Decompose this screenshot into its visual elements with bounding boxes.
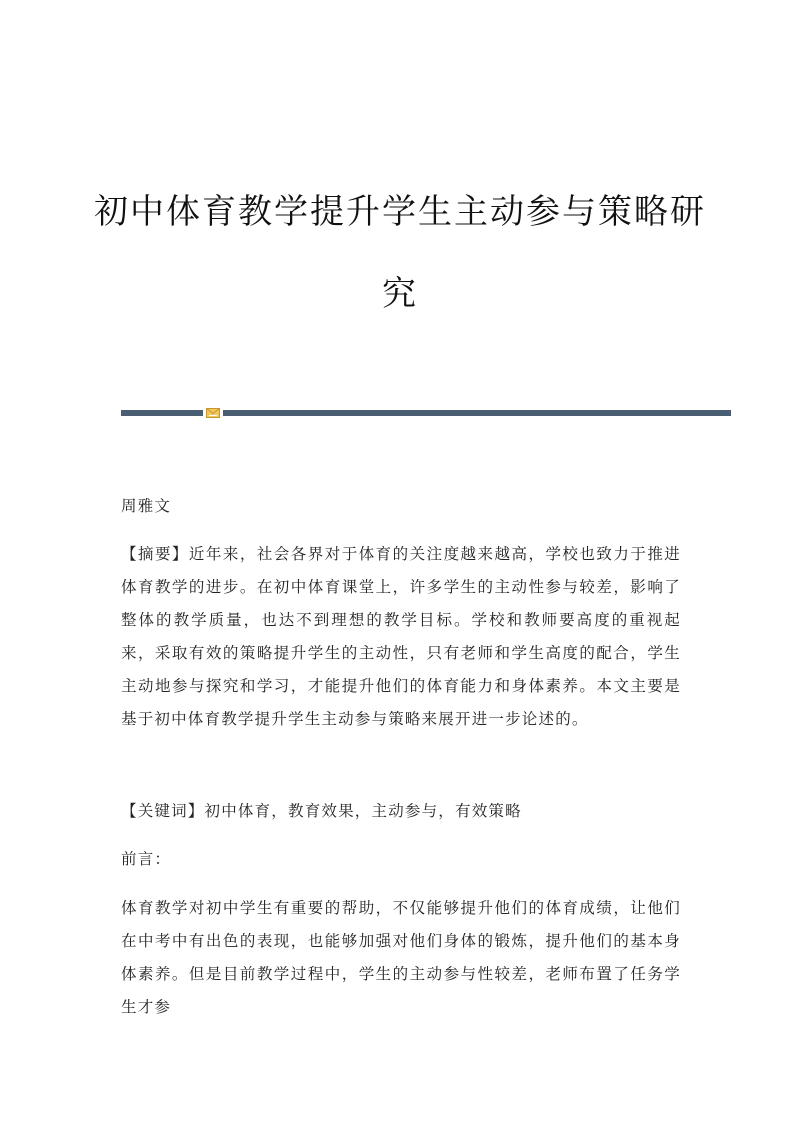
abstract-paragraph: 【摘要】近年来，社会各界对于体育的关注度越来越高，学校也致力于推进体育教学的进步。在初中体育课堂上，许多学生的主动性参与较差，影响了整体的教学质量，也达不到理想的教学目标。学校和教师要高度的重视起来，采取有效的策略提升学生的主动性，只有老师和学生高度的配合，学生主动地参与探究和学习，才能提升他们的体育能力和身体素养。本文主要是基于初中体育教学提升学生主动参与策略来展开进一步论述的。 (121, 545, 681, 728)
document-title-line-1: 初中体育教学提升学生主动参与策略研 (94, 192, 706, 232)
preface-heading: 前言： (121, 850, 172, 868)
document-title-line-2: 究 (382, 274, 418, 314)
divider-bar-right (223, 410, 731, 416)
author-name: 周雅文 (121, 497, 172, 515)
envelope-ornament-icon (206, 408, 220, 418)
divider-bar-left (121, 410, 203, 416)
title-divider (121, 408, 731, 418)
body-paragraph: 体育教学对初中学生有重要的帮助，不仅能够提升他们的体育成绩，让他们在中考中有出色的表现，也能够加强对他们身体的锻炼，提升他们的基本身体素养。但是目前教学过程中，学生的主动参与性较差，老师布置了任务学生才参 (121, 899, 681, 1016)
keywords-line: 【关键词】初中体育，教育效果，主动参与，有效策略 (121, 802, 522, 820)
